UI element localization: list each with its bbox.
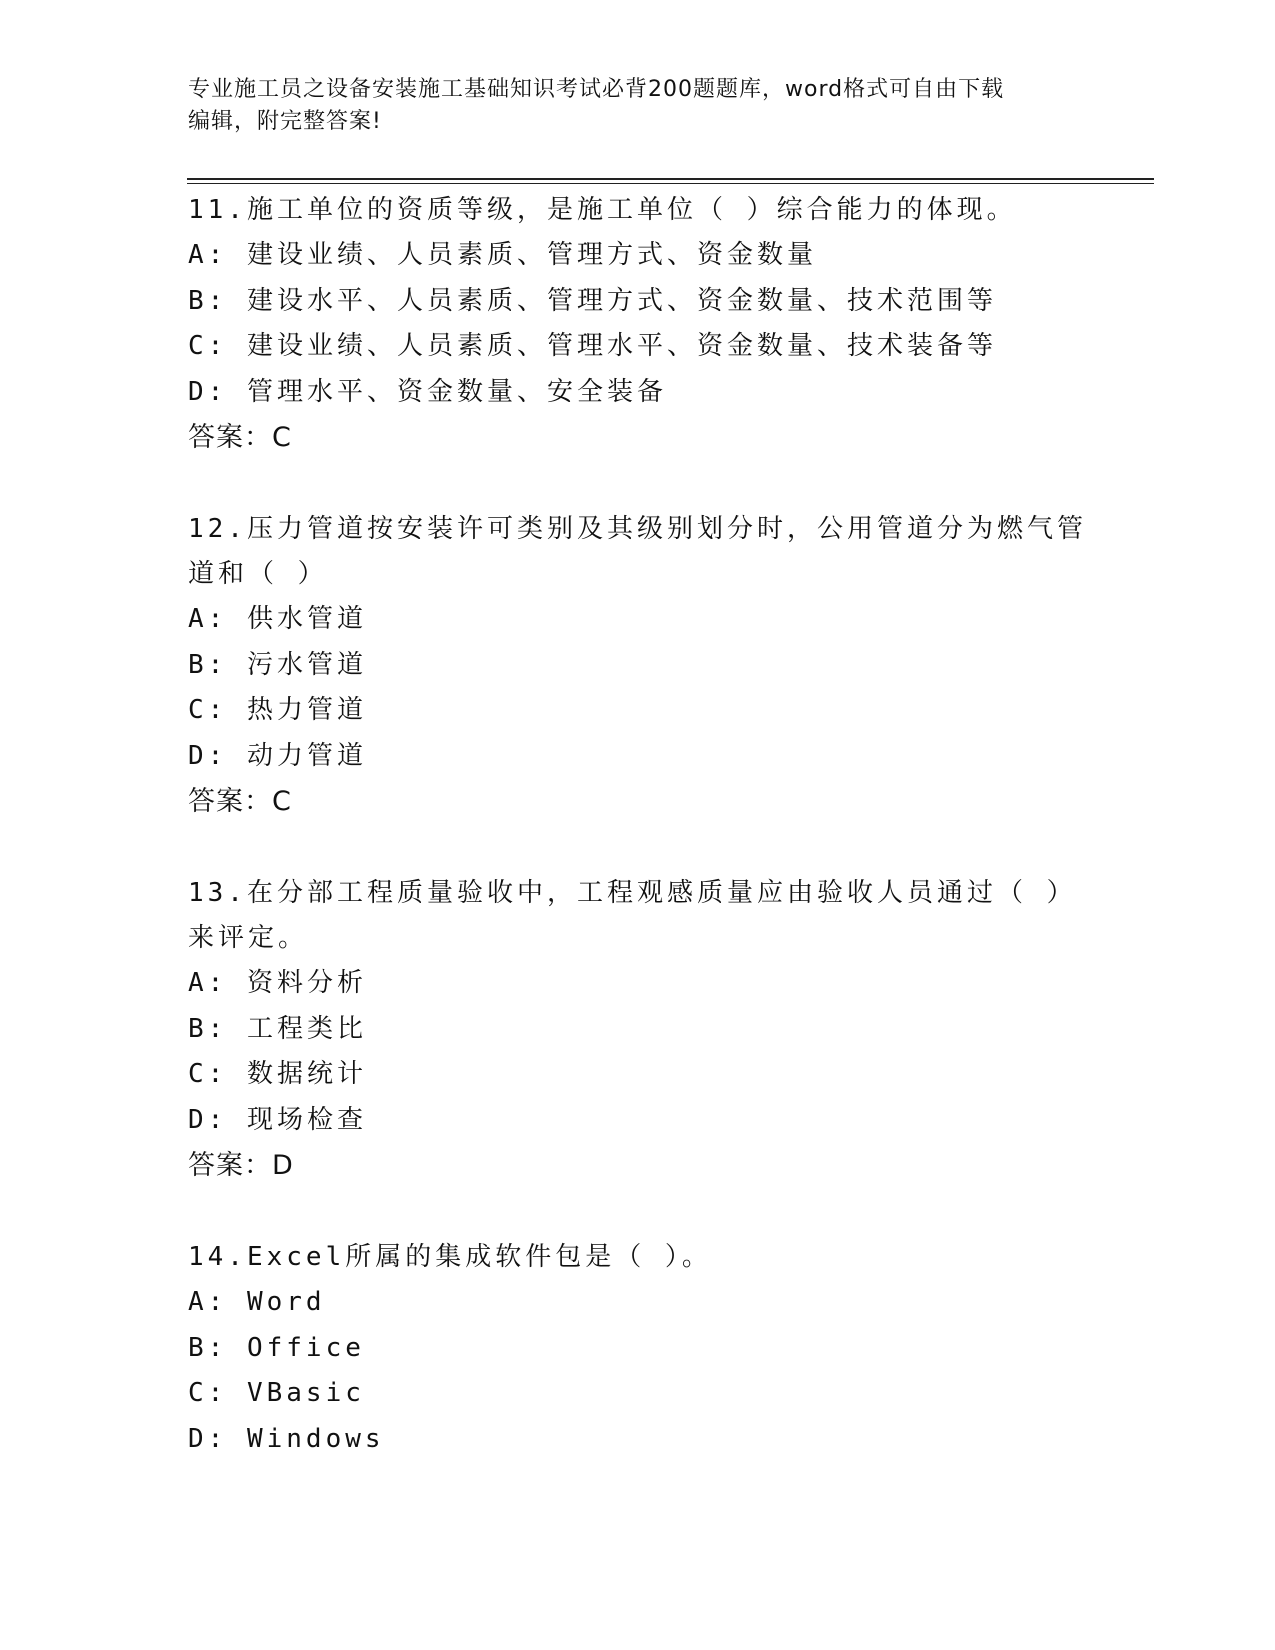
option-d: D: 管理水平、资金数量、安全装备 [188,376,667,407]
document-header [188,74,1068,138]
answer-line: 答案：C [188,786,292,817]
option-b: B: 工程类比 [188,1013,367,1044]
option-d: D: 动力管道 [188,740,367,771]
option-a: A: 建设业绩、人员素质、管理方式、资金数量 [188,240,817,270]
question-11 [188,188,1088,461]
answer-line: 答案：D [188,1150,294,1181]
option-c: C: 建设业绩、人员素质、管理水平、资金数量、技术装备等 [188,331,997,361]
answer-line: 答案：C [188,422,292,453]
option-d: D: 现场检查 [188,1104,367,1135]
option-c: C: 热力管道 [188,695,367,725]
question-spacer [188,1189,1088,1235]
option-a: A: Word [188,1287,326,1317]
option-b: B: Office [188,1332,365,1363]
header-title-line-2: 编辑，附完整答案! [188,109,382,134]
question-14 [188,1235,1088,1462]
option-c: C: 数据统计 [188,1059,367,1089]
header-divider-thick [187,178,1154,180]
question-spacer [188,461,1088,507]
option-a: A: 资料分析 [188,968,367,998]
question-text: 13.在分部工程质量验收中，工程观感质量应由验收人员通过（ ）来评定。 [188,878,1077,953]
question-13 [188,871,1088,1189]
question-spacer [188,825,1088,871]
header-divider-thin [187,183,1154,184]
question-text: 11.施工单位的资质等级，是施工单位（ ）综合能力的体现。 [188,195,1017,225]
header-title-line-1: 专业施工员之设备安装施工基础知识考试必背200题题库，word格式可自由下载 [188,77,1005,102]
option-b: B: 建设水平、人员素质、管理方式、资金数量、技术范围等 [188,285,997,316]
option-b: B: 污水管道 [188,649,367,680]
question-text: 12.压力管道按安装许可类别及其级别划分时，公用管道分为燃气管道和（ ） [188,514,1087,589]
option-c: C: VBasic [188,1378,365,1408]
question-list [188,188,1088,1462]
option-d: D: Windows [188,1423,385,1454]
question-text: 14.Excel所属的集成软件包是（ ）。 [188,1242,712,1272]
option-a: A: 供水管道 [188,604,367,634]
question-12 [188,507,1088,825]
